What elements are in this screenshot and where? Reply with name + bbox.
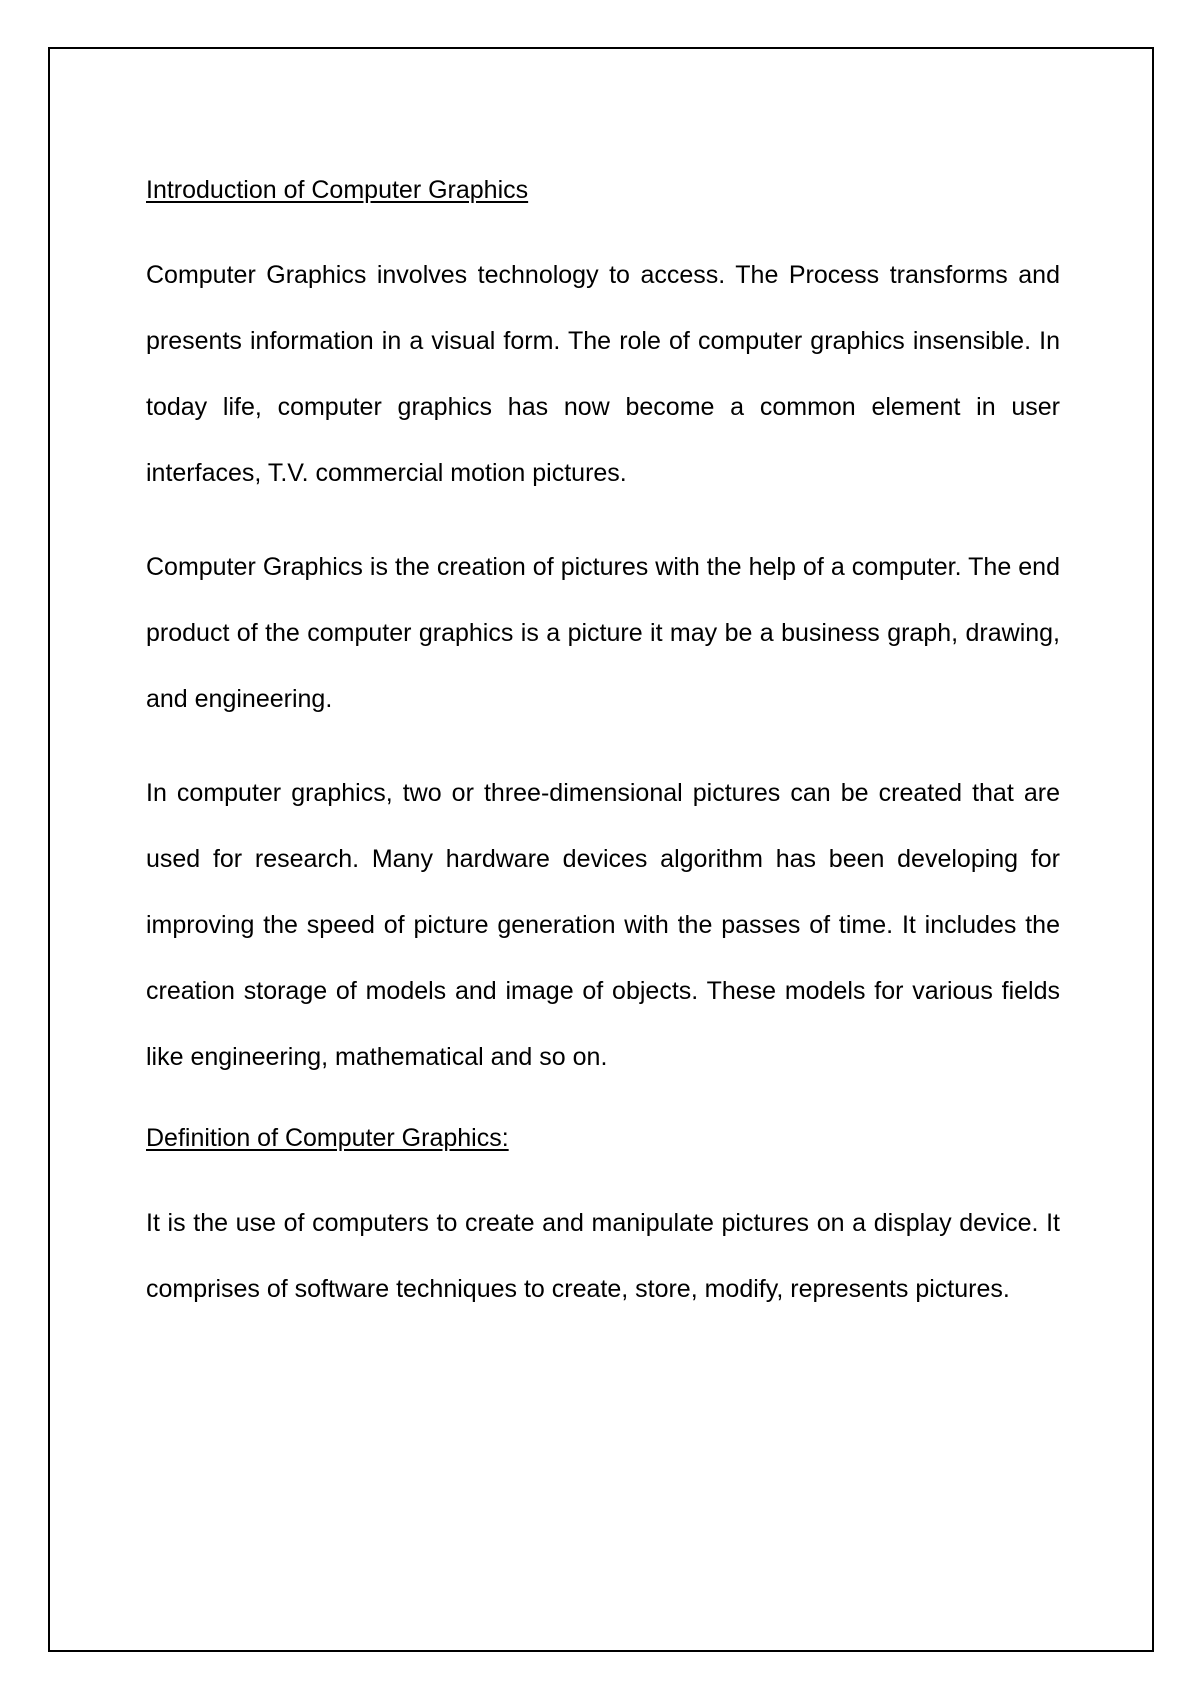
heading-definition: Definition of Computer Graphics:: [146, 1124, 509, 1152]
paragraph-intro-2: Computer Graphics is the creation of pictures with the help of a computer. The end product of the computer graphics is a picture it may be a business graph, drawing, and engineering.: [146, 553, 1060, 713]
paragraph-intro-1: Computer Graphics involves technology to access. The Process transforms and presents information in a visual form. The role of computer graphics insensible. In today life, computer graphics has now become a common element in user interfaces, T.V. commercial motion pictures.: [146, 261, 1060, 487]
heading-introduction: Introduction of Computer Graphics: [146, 176, 529, 204]
paragraph-definition: It is the use of computers to create and manipulate pictures on a display device. It comprises of software techniques to create, store, modify, represents pictures.: [146, 1209, 1060, 1303]
document-body: [146, 170, 1060, 1322]
paragraph-intro-3: In computer graphics, two or three-dimensional pictures can be created that are used for research. Many hardware devices algorithm has been developing for improving the speed of picture generation with the passes of time. It includes the creation storage of models and image of objects. These models for various fields like engineering, mathematical and so on.: [146, 779, 1060, 1071]
